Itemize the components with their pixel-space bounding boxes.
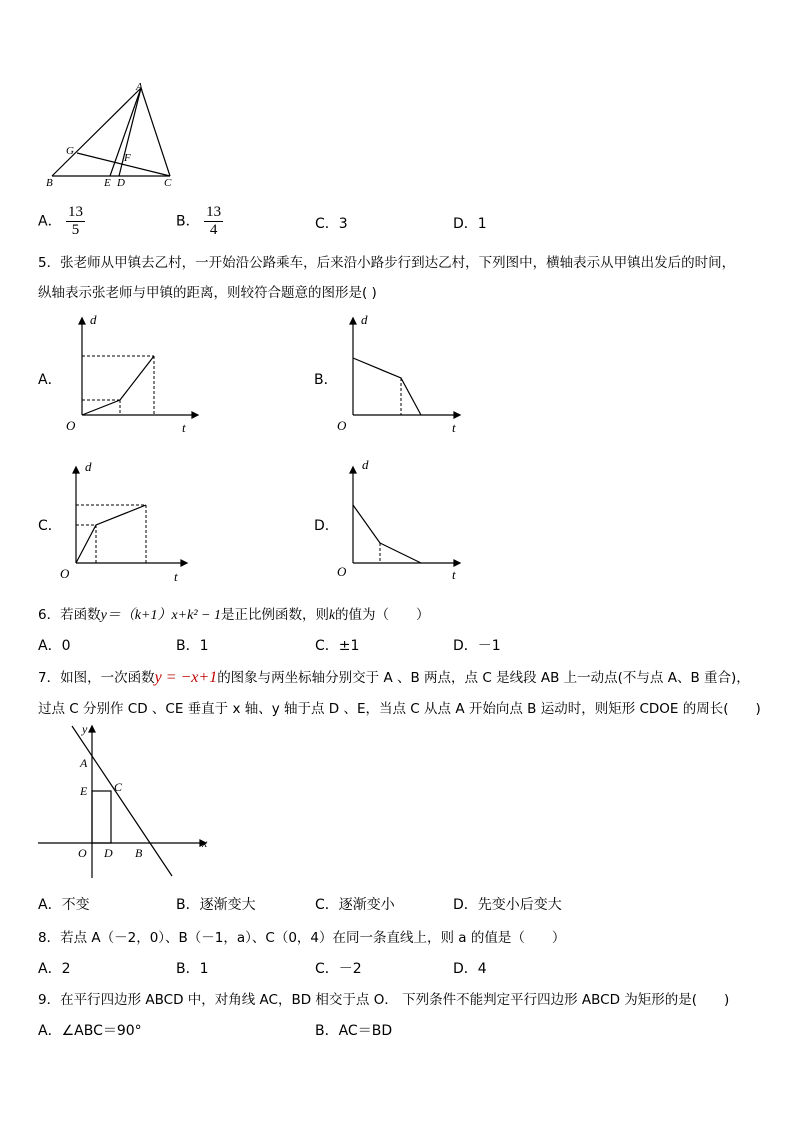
- q5-graph-a[interactable]: [62, 310, 202, 435]
- q7-label-b: B: [135, 846, 143, 860]
- q4-label-e: E: [104, 177, 111, 189]
- q4-label-c: C: [164, 177, 172, 189]
- q4-option-d[interactable]: D．1: [453, 216, 487, 232]
- q4-label-a: A: [136, 81, 143, 93]
- q6-question: 6．若函数y＝（k+1）x+k² − 1是正比例函数，则k的值为（ ）: [38, 607, 430, 623]
- q7-label-c: C: [114, 780, 123, 794]
- q4-label-g: G: [66, 145, 74, 157]
- q5-b-d-label: d: [361, 312, 368, 327]
- q5-option-d-label[interactable]: D．: [314, 518, 339, 534]
- q7-label-a: A: [80, 756, 88, 770]
- q6-option-d[interactable]: D．－1: [453, 638, 501, 654]
- q7-label-o: O: [78, 846, 87, 860]
- q6-option-c[interactable]: C．±1: [315, 638, 360, 654]
- q6-option-a[interactable]: A．0: [38, 638, 71, 654]
- q8-option-c[interactable]: C．－2: [315, 961, 362, 977]
- q4-triangle-figure: [40, 78, 190, 193]
- q5-question-line1: 5．张老师从甲镇去乙村，一开始沿公路乘车，后来沿小路步行到达乙村，下列图中，横轴表示从甲镇出发后的时间，: [38, 255, 736, 271]
- q4-option-b[interactable]: B． $\frac{13}{4}$: [176, 204, 222, 238]
- q7-option-a[interactable]: A．不变: [38, 897, 90, 913]
- q4-option-a[interactable]: A． $\frac{13}{5}$: [38, 204, 84, 238]
- q7-label-e: E: [80, 784, 88, 798]
- q9-option-b[interactable]: B．AC＝BD: [315, 1023, 393, 1039]
- q4-option-a-fraction: $\frac{13}{5}$: [68, 204, 84, 238]
- q6-option-b[interactable]: B．1: [176, 638, 209, 654]
- q7-label-d: D: [104, 846, 113, 860]
- q8-option-d[interactable]: D．4: [453, 961, 487, 977]
- q9-question: 9．在平行四边形 ABCD 中，对角线 AC，BD 相交于点 O． 下列条件不能判定平行四边形 ABCD 为矩形的是( ): [38, 992, 730, 1008]
- q5-option-b-label[interactable]: B．: [314, 372, 338, 388]
- q5-question-line2: 纵轴表示张老师与甲镇的距离，则较符合题意的图形是( ): [38, 285, 377, 301]
- q7-label-y: y: [82, 722, 88, 736]
- q6-function: y＝（k+1）x+k² − 1: [100, 608, 221, 623]
- q5-a-o-label: O: [66, 418, 76, 433]
- q5-b-o-label: O: [337, 418, 347, 433]
- q5-b-t-label: t: [452, 420, 456, 435]
- q7-option-c[interactable]: C．逐渐变小: [315, 897, 395, 913]
- q7-label-x: x: [202, 836, 208, 850]
- q4-option-c[interactable]: C．3: [315, 216, 348, 232]
- q8-option-b[interactable]: B．1: [176, 961, 209, 977]
- q7-question-line2: 过点 C 分别作 CD 、CE 垂直于 x 轴、y 轴于点 D 、E，当点 C 从点 A 开始向点 B 运动时，则矩形 CDOE 的周长( ): [38, 701, 761, 717]
- q7-option-b[interactable]: B．逐渐变大: [176, 897, 256, 913]
- q7-question-line1: 7．如图，一次函数y = −x+1的图象与两坐标轴分别交于 A 、B 两点，点 C 是线段 AB 上一动点(不与点 A、B 重合)，: [38, 669, 750, 686]
- q5-a-t-label: t: [182, 420, 186, 435]
- q5-option-a-label[interactable]: A．: [38, 372, 62, 388]
- q8-question: 8．若点 A（－2，0）、B（－1，a）、C（0，4）在同一条直线上，则 a 的值是（ ）: [38, 930, 566, 946]
- q9-option-a[interactable]: A．∠ABC＝90°: [38, 1023, 142, 1039]
- q5-d-d-label: d: [362, 457, 369, 472]
- q4-label-f: F: [124, 152, 131, 164]
- q4-option-b-fraction: $\frac{13}{4}$: [206, 204, 222, 238]
- q5-d-t-label: t: [452, 567, 456, 582]
- q7-coordinate-figure: [36, 718, 216, 888]
- q5-a-d-label: d: [90, 312, 97, 327]
- q5-c-d-label: d: [85, 459, 92, 474]
- q7-function: y = −x+1: [154, 669, 218, 686]
- q5-graph-d[interactable]: [334, 455, 474, 585]
- q4-label-d: D: [117, 177, 125, 189]
- q5-c-t-label: t: [174, 569, 178, 584]
- q6-k: k: [329, 607, 335, 622]
- q4-label-b: B: [46, 177, 53, 189]
- q7-option-d[interactable]: D．先变小后变大: [453, 897, 562, 913]
- q5-graph-b[interactable]: [334, 310, 474, 435]
- q5-option-c-label[interactable]: C．: [38, 518, 62, 534]
- q8-option-a[interactable]: A．2: [38, 961, 71, 977]
- q5-d-o-label: O: [337, 564, 347, 579]
- q5-c-o-label: O: [60, 566, 70, 581]
- q5-graph-c[interactable]: [56, 457, 196, 585]
